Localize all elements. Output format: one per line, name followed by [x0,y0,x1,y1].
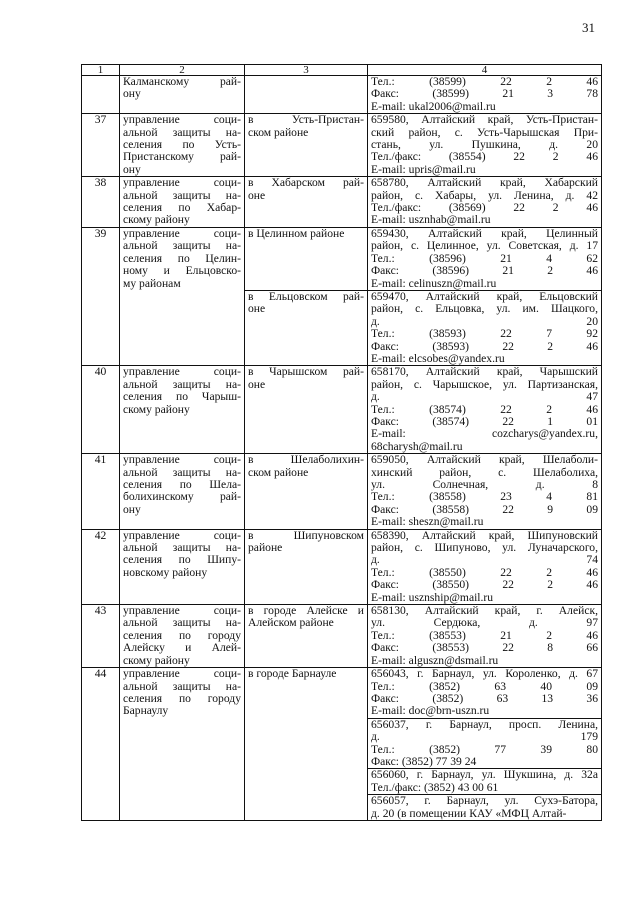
column-header: 3 [245,65,368,76]
cell-text-line: район, с. Ельцовка, ул. им. Шацкого, [371,302,598,316]
service-area [245,529,368,604]
cell-text-line: в Ельцовском рай- [248,290,364,303]
service-area [245,454,368,529]
cell-text-line: 40 [94,365,107,379]
table-row [82,454,602,529]
cell-text-line: в Хабарском рай- [248,176,364,190]
cell-text-line: Факс: (38596) 21 2 46 [371,264,598,278]
contact-details [368,769,602,795]
cell-text-line: скому району [123,213,190,227]
cell-text-line: Тел./факс: (38554) 22 2 46 [371,150,598,164]
contact-details [368,114,602,177]
cell-text-line: альной защиты на- [123,465,241,479]
cell-text-line: 658390, Алтайский край, Шипуновский [371,529,598,542]
column-header-row [82,65,602,76]
row-number [82,529,120,604]
table-row [82,227,602,290]
cell-text-line: селения по Шела- [123,478,241,491]
service-area [245,668,368,821]
cell-text-line[interactable]: 68charysh@mail.ru [371,439,463,453]
cell-text-line: управление соци- [123,227,241,240]
organization-name [120,177,245,228]
table-row [82,76,602,114]
cell-text-line: Калманскому рай- [123,75,241,88]
cell-text-line: Факс: (38599) 21 3 78 [371,87,598,101]
cell-text-line: скому району [123,653,190,667]
cell-text-line: 658170, Алтайский край, Чарышский [371,365,598,379]
cell-text-line: управление соци- [123,604,241,618]
contact-details [368,290,602,365]
cell-text-line: управление соци- [123,176,241,190]
cell-text-line: Тел.: (38593) 22 7 92 [371,327,598,341]
cell-text-line: в Шипуновском [248,529,364,542]
cell-text-line: ону [123,87,141,101]
cell-text-line: управление соци- [123,365,241,379]
cell-text-line: Тел.: (38574) 22 2 46 [371,402,598,416]
cell-text-line: 658780, Алтайский край, Хабарский [371,176,598,190]
cell-text-line: район, с. Чарышское, ул. Партизанская, [371,377,598,391]
cell-text-line: 38 [94,176,107,190]
cell-text-line: ону [123,502,141,516]
cell-text-line: стань, ул. Пушкина, д. 20 [371,138,598,152]
cell-text-line[interactable]: E-mail: usznhab@mail.ru [371,213,491,227]
cell-text-line: Факс: (38553) 22 8 66 [371,641,598,655]
cell-text-line: ону [123,162,141,176]
cell-text-line: 39 [94,227,107,240]
address-table-container [81,64,602,821]
service-area [245,605,368,668]
contact-details [368,529,602,604]
cell-text-line: болихинскому рай- [123,490,241,504]
cell-text-line: район, с. Целинное, ул. Советская, д. 17 [371,239,598,253]
cell-text-line: альной защиты на- [123,188,241,202]
cell-text-line: селения по городу [123,628,241,642]
cell-text-line: ул. Солнечная, д. 8 [371,478,598,491]
cell-text-line[interactable]: E-mail: ukal2006@mail.ru [371,99,496,113]
cell-text-line: оне [248,302,266,316]
contact-details [368,227,602,290]
row-number [82,114,120,177]
cell-text-line: Факс: (38558) 22 9 09 [371,502,598,516]
cell-text-line: в Целинном районе [248,227,345,240]
table-row [82,114,602,177]
cell-text-line[interactable]: E-mail: celinuszn@mail.ru [371,276,497,290]
table-row [82,605,602,668]
cell-text-line: Пристанскому рай- [123,150,241,164]
cell-text-line: ском районе [248,125,309,139]
cell-text-line: селения по Усть- [123,138,241,152]
cell-text-line: 656043, г. Барнаул, ул. Короленко, д. 67 [371,667,598,681]
cell-text-line: в городе Барнауле [248,667,337,681]
cell-text-line: д. 20 [371,314,598,328]
cell-text-line: Факс: (38574) 22 1 01 [371,414,598,428]
cell-text-line: альной защиты на- [123,377,241,391]
address-table [81,64,602,821]
service-area [245,114,368,177]
cell-text-line: селения по Целин- [123,251,241,265]
cell-text-line: альной защиты на- [123,541,241,555]
cell-text-line: управление соци- [123,113,241,127]
cell-text-line: Барнаулу [123,704,169,718]
cell-text-line: Тел.: (3852) 77 39 80 [371,742,598,756]
cell-text-line: Тел./факс: (38569) 22 2 46 [371,201,598,215]
cell-text-line: Тел.: (3852) 63 40 09 [371,679,598,693]
row-number [82,366,120,454]
cell-text-line: Факс: (38593) 22 2 46 [371,339,598,353]
cell-text-line: Факс: (3852) 63 13 36 [371,691,598,705]
table-body [82,76,602,821]
organization-name [120,114,245,177]
cell-text-line: ному и Ельцовско- [123,264,241,278]
contact-details [368,366,602,454]
cell-text-line: 658130, Алтайский край, г. Алейск, [371,604,598,618]
cell-text-line: селения по Хабар- [123,201,241,215]
cell-text-line: оне [248,188,266,202]
column-header: 1 [82,65,120,76]
cell-text-line: Тел.: (38596) 21 4 62 [371,251,598,265]
service-area [245,290,368,365]
cell-text-line: альной защиты на- [123,616,241,630]
cell-text-line: управление соци- [123,667,241,681]
cell-text-line: в Усть-Пристан- [248,113,364,127]
contact-details [368,605,602,668]
cell-text-line: Тел.: (38553) 21 2 46 [371,628,598,642]
table-row [82,529,602,604]
column-header: 4 [368,65,602,76]
cell-text-line: альной защиты на- [123,239,241,253]
cell-text-line: 659050, Алтайский край, Шелаболи- [371,453,598,467]
cell-text-line[interactable]: E-mail: alguszn@dsmail.ru [371,653,499,667]
cell-text-line: д. 47 [371,390,598,404]
organization-name [120,454,245,529]
cell-text-line: Тел.: (38550) 22 2 46 [371,565,598,579]
cell-text-line: районе [248,541,283,555]
cell-text-line: 656037, г. Барнаул, просп. Ленина, [371,718,598,731]
cell-text-line: селения по городу [123,691,241,705]
cell-text-line: скому району [123,402,190,416]
contact-details [368,718,602,769]
cell-text-line: Алейском районе [248,616,334,630]
cell-text-line: д. 74 [371,553,598,567]
cell-text-line: район, с. Хабары, ул. Ленина, д. 42 [371,188,598,202]
cell-text-line: ский район, с. Усть-Чарышская При- [371,125,598,139]
cell-text-line: Тел./факс: (3852) 43 00 61 [371,780,499,794]
cell-text-line: альной защиты на- [123,679,241,693]
cell-text-line[interactable]: E-mail: usznship@mail.ru [371,590,494,604]
cell-text-line: в Чарышском рай- [248,365,364,379]
cell-text-line[interactable]: E-mail: elcsobes@yandex.ru [371,351,505,365]
table-row [82,177,602,228]
cell-text-line: селения по Чарыш- [123,390,241,404]
cell-text-line: 41 [94,453,107,467]
contact-details [368,795,602,821]
row-number [82,668,120,821]
row-number [82,454,120,529]
cell-text-line: Тел.: (38599) 22 2 46 [371,75,598,88]
cell-text-line: Факс: (38550) 22 2 46 [371,578,598,592]
organization-name [120,668,245,821]
cell-text-line: управление соци- [123,453,241,467]
cell-text-line[interactable]: E-mail: upris@mail.ru [371,162,476,176]
row-number [82,177,120,228]
cell-text-line: в Шелаболихин- [248,453,364,467]
cell-text-line: д. 179 [371,730,598,744]
cell-text-line: ском районе [248,465,309,479]
page-number: 31 [582,20,595,35]
cell-text-line: ул. Сердюка, д. 97 [371,616,598,630]
service-area [245,177,368,228]
cell-text-line: Алейску и Алей- [123,641,241,655]
cell-text-line[interactable]: E-mail: cozcharys@yandex.ru, [371,427,598,441]
cell-text-line: 659580, Алтайский край, Усть-Пристан- [371,113,598,127]
contact-details [368,454,602,529]
cell-text-line: оне [248,377,266,391]
organization-name [120,605,245,668]
cell-text-line: му районам [123,276,181,290]
organization-name [120,529,245,604]
cell-text-line: в городе Алейске и [248,604,364,618]
cell-text-line: селения по Шипу- [123,553,241,567]
column-header: 2 [120,65,245,76]
cell-text-line: новскому району [123,565,208,579]
cell-text-line: 43 [94,604,107,618]
service-area [245,366,368,454]
cell-text-line: д. 20 (в помещении КАУ «МФЦ Алтай- [371,806,567,820]
cell-text-line: 42 [94,529,107,542]
cell-text-line: 659430, Алтайский край, Целинный [371,227,598,240]
contact-details [368,177,602,228]
cell-text-line: Тел.: (38558) 23 4 81 [371,490,598,504]
cell-text-line: 656057, г. Барнаул, ул. Сухэ-Батора, [371,794,598,808]
row-number [82,227,120,365]
table-row [82,668,602,719]
cell-text-line: 659470, Алтайский край, Ельцовский [371,290,598,303]
row-number [82,605,120,668]
contact-details [368,76,602,114]
cell-text-line: район, с. Шипуново, ул. Луначарского, [371,541,598,555]
cell-text-line: Факс: (3852) 77 39 24 [371,754,477,768]
cell-text-line: альной защиты на- [123,125,241,139]
cell-text-line: 44 [94,667,107,681]
cell-text-line: хинский район, с. Шелаболиха, [371,465,598,479]
cell-text-line: 656060, г. Барнаул, ул. Шукшина, д. 32а [371,768,598,782]
table-row [82,366,602,454]
service-area [245,227,368,290]
organization-name [120,227,245,365]
cell-text-line[interactable]: E-mail: doc@brn-uszn.ru [371,704,490,718]
contact-details [368,668,602,719]
row-number [82,76,120,114]
cell-text-line: 37 [94,113,107,127]
organization-name [120,366,245,454]
service-area [245,76,368,114]
organization-name [120,76,245,114]
cell-text-line[interactable]: E-mail: sheszn@mail.ru [371,515,484,529]
cell-text-line: управление соци- [123,529,241,542]
